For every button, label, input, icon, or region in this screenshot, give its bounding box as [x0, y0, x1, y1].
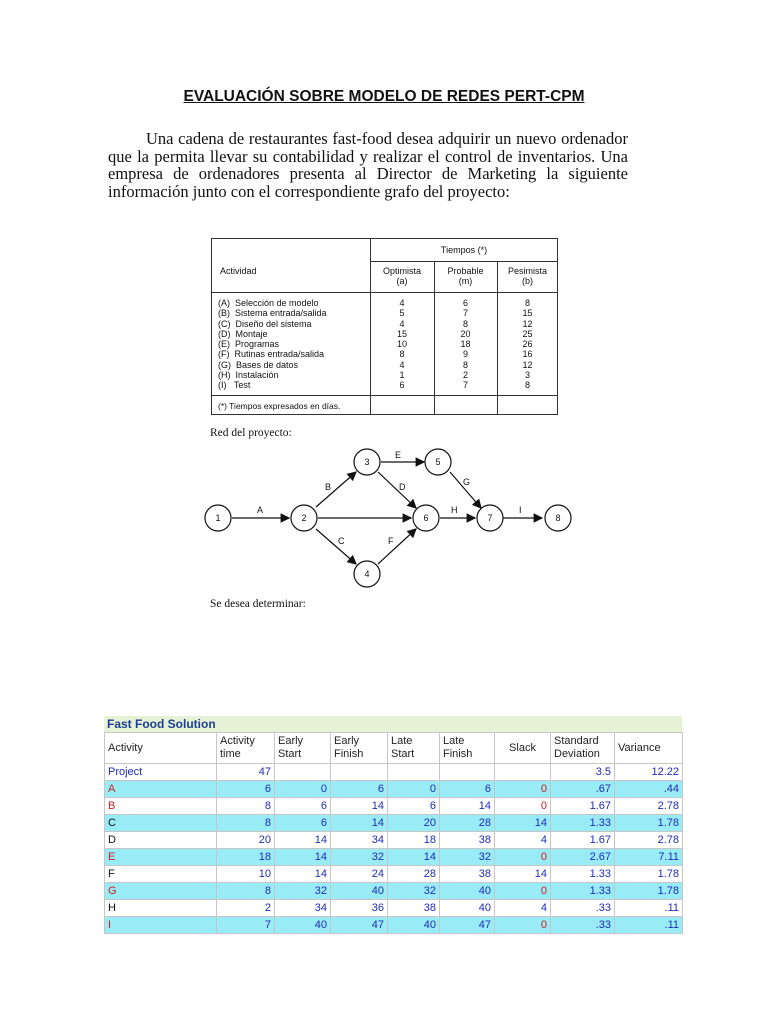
- cell: 36: [331, 900, 388, 917]
- solution-table: [104, 732, 683, 934]
- cell: 2.67: [551, 849, 615, 866]
- cell: 3.5: [551, 764, 615, 781]
- cell: 6: [275, 798, 331, 815]
- row-label: H: [105, 900, 217, 917]
- cell: 38: [440, 866, 495, 883]
- cell: 14: [440, 798, 495, 815]
- pesimista-values: 8 15 12 25 26 16 12 3 8: [522, 298, 533, 391]
- edge-e-label: E: [395, 450, 402, 460]
- row-label: Project: [105, 764, 217, 781]
- cell: 1.33: [551, 815, 615, 832]
- cell: 14: [275, 832, 331, 849]
- node-6-label: 6: [423, 513, 429, 523]
- table-row: [105, 815, 683, 832]
- probable-values: 6 7 8 20 18 9 8 2 7: [460, 298, 471, 391]
- cell: 40: [440, 883, 495, 900]
- cell: 0: [275, 781, 331, 798]
- cell: 34: [275, 900, 331, 917]
- header-early-finish: Early Finish: [331, 733, 388, 764]
- cell: 7: [217, 917, 275, 934]
- cell: 1.78: [615, 883, 683, 900]
- cell: 20: [388, 815, 440, 832]
- table-row: [105, 866, 683, 883]
- edge-d-label: D: [399, 482, 406, 492]
- cell: 38: [440, 832, 495, 849]
- node-2-label: 2: [301, 513, 307, 523]
- solution-header-row: [105, 733, 683, 764]
- table-row: [105, 798, 683, 815]
- header-activity-time: Activity time: [217, 733, 275, 764]
- cell: 14: [331, 815, 388, 832]
- node-7-label: 7: [487, 513, 493, 523]
- table-row: [105, 883, 683, 900]
- cell: 0: [495, 781, 551, 798]
- cell: 14: [275, 849, 331, 866]
- optimista-symbol: (a): [396, 276, 408, 286]
- cell: 6: [440, 781, 495, 798]
- edge-h-label: H: [451, 505, 458, 515]
- network-label: Red del proyecto:: [210, 427, 292, 439]
- table-row: [105, 900, 683, 917]
- edge-g-label: G: [463, 477, 471, 487]
- cell: 1.33: [551, 883, 615, 900]
- node-4-label: 4: [364, 569, 370, 579]
- cell: 2: [217, 900, 275, 917]
- cell: 18: [388, 832, 440, 849]
- cell: 20: [217, 832, 275, 849]
- row-label: D: [105, 832, 217, 849]
- cell: 47: [217, 764, 275, 781]
- cell: 40: [331, 883, 388, 900]
- row-label: F: [105, 866, 217, 883]
- cell: 8: [217, 883, 275, 900]
- header-std-dev: Standard Deviation: [551, 733, 615, 764]
- edge-c-label: C: [338, 536, 345, 546]
- cell: 24: [331, 866, 388, 883]
- node-3-label: 3: [364, 457, 370, 467]
- cell: 1.78: [615, 815, 683, 832]
- cell: 18: [217, 849, 275, 866]
- header-late-start: Late Start: [388, 733, 440, 764]
- cell: [331, 764, 388, 781]
- intro-paragraph: Una cadena de restaurantes fast-food desea adquirir un nuevo ordenador que la permita llevar su contabilidad y realizar el control de inventarios. Una empresa de ordenadores presenta al Director de Marketing la siguiente información junto con el correspondiente grafo del proyecto:: [108, 129, 628, 201]
- header-activity: Activity: [105, 733, 217, 764]
- header-late-finish: Late Finish: [440, 733, 495, 764]
- cell: 1.33: [551, 866, 615, 883]
- node-5-label: 5: [435, 457, 441, 467]
- tiempos-header: Tiempos (*): [440, 245, 488, 255]
- cell: 47: [331, 917, 388, 934]
- cell: 6: [217, 781, 275, 798]
- row-label: C: [105, 815, 217, 832]
- cell: [388, 764, 440, 781]
- cell: 0: [495, 883, 551, 900]
- cell: 38: [388, 900, 440, 917]
- cell: 40: [388, 917, 440, 934]
- row-label: A: [105, 781, 217, 798]
- cell: 40: [440, 900, 495, 917]
- row-label: B: [105, 798, 217, 815]
- times-table: [211, 238, 558, 415]
- node-8-label: 8: [555, 513, 561, 523]
- pesimista-symbol: (b): [522, 276, 533, 286]
- probable-header: Probable: [447, 266, 484, 276]
- cell: 8: [217, 815, 275, 832]
- cell: .11: [615, 917, 683, 934]
- cell: 28: [440, 815, 495, 832]
- header-slack: Slack: [495, 733, 551, 764]
- cell: 40: [275, 917, 331, 934]
- edge-i-label: I: [519, 505, 522, 515]
- node-1-label: 1: [215, 513, 221, 523]
- header-early-start: Early Start: [275, 733, 331, 764]
- actividad-header: Actividad: [220, 266, 257, 276]
- project-network-diagram: [190, 440, 590, 590]
- edge-d-arrow: [378, 472, 416, 508]
- solution-title: Fast Food Solution: [104, 716, 682, 732]
- cell: 1.67: [551, 832, 615, 849]
- table-row: [105, 781, 683, 798]
- edge-b-label: B: [325, 482, 332, 492]
- cell: 4: [495, 832, 551, 849]
- cell: 14: [275, 866, 331, 883]
- table-row: [105, 917, 683, 934]
- cell: 2.78: [615, 832, 683, 849]
- edge-b-arrow: [316, 472, 356, 507]
- times-footnote: (*) Tiempos expresados en días.: [218, 401, 341, 411]
- cell: 14: [495, 815, 551, 832]
- cell: 32: [275, 883, 331, 900]
- solution-table-block: [104, 716, 682, 934]
- edge-c-arrow: [316, 529, 356, 564]
- cell: 8: [217, 798, 275, 815]
- cell: 0: [495, 798, 551, 815]
- cell: 4: [495, 900, 551, 917]
- cell: 14: [388, 849, 440, 866]
- cell: 32: [331, 849, 388, 866]
- cell: 0: [495, 849, 551, 866]
- probable-symbol: (m): [458, 276, 473, 286]
- cell: 34: [331, 832, 388, 849]
- optimista-header: Optimista: [382, 266, 421, 276]
- optimista-values: 4 5 4 15 10 8 4 1 6: [396, 298, 407, 391]
- cell: .33: [551, 917, 615, 934]
- cell: .11: [615, 900, 683, 917]
- page-title: EVALUACIÓN SOBRE MODELO DE REDES PERT-CPM: [183, 88, 585, 105]
- activities-list: (A) Selección de modelo (B) Sistema entrada/salida (C) Diseño del sistema (D) Montaje (E) Programas (F) Rutinas entrada/salida (G) Bases de datos (H) Instalación (I) Test: [218, 298, 327, 391]
- edge-a-label: A: [257, 505, 264, 515]
- cell: 32: [440, 849, 495, 866]
- cell: 0: [495, 917, 551, 934]
- edge-f-label: F: [388, 536, 394, 546]
- table-row: [105, 849, 683, 866]
- cell: 10: [217, 866, 275, 883]
- cell: .44: [615, 781, 683, 798]
- header-variance: Variance: [615, 733, 683, 764]
- pesimista-header: Pesimista: [507, 266, 547, 276]
- cell: 32: [388, 883, 440, 900]
- cell: 7.11: [615, 849, 683, 866]
- cell: .67: [551, 781, 615, 798]
- cell: 47: [440, 917, 495, 934]
- cell: 6: [331, 781, 388, 798]
- cell: 12.22: [615, 764, 683, 781]
- cell: 0: [388, 781, 440, 798]
- cell: 2.78: [615, 798, 683, 815]
- determine-label: Se desea determinar:: [210, 598, 306, 610]
- row-label: E: [105, 849, 217, 866]
- cell: 6: [388, 798, 440, 815]
- cell: 14: [495, 866, 551, 883]
- cell: 1.78: [615, 866, 683, 883]
- cell: 14: [331, 798, 388, 815]
- table-row: [105, 832, 683, 849]
- row-label: I: [105, 917, 217, 934]
- cell: 6: [275, 815, 331, 832]
- table-row: [105, 764, 683, 781]
- edge-f-arrow: [378, 529, 416, 564]
- cell: 28: [388, 866, 440, 883]
- cell: 1.67: [551, 798, 615, 815]
- cell: [440, 764, 495, 781]
- cell: .33: [551, 900, 615, 917]
- cell: [275, 764, 331, 781]
- cell: [495, 764, 551, 781]
- row-label: G: [105, 883, 217, 900]
